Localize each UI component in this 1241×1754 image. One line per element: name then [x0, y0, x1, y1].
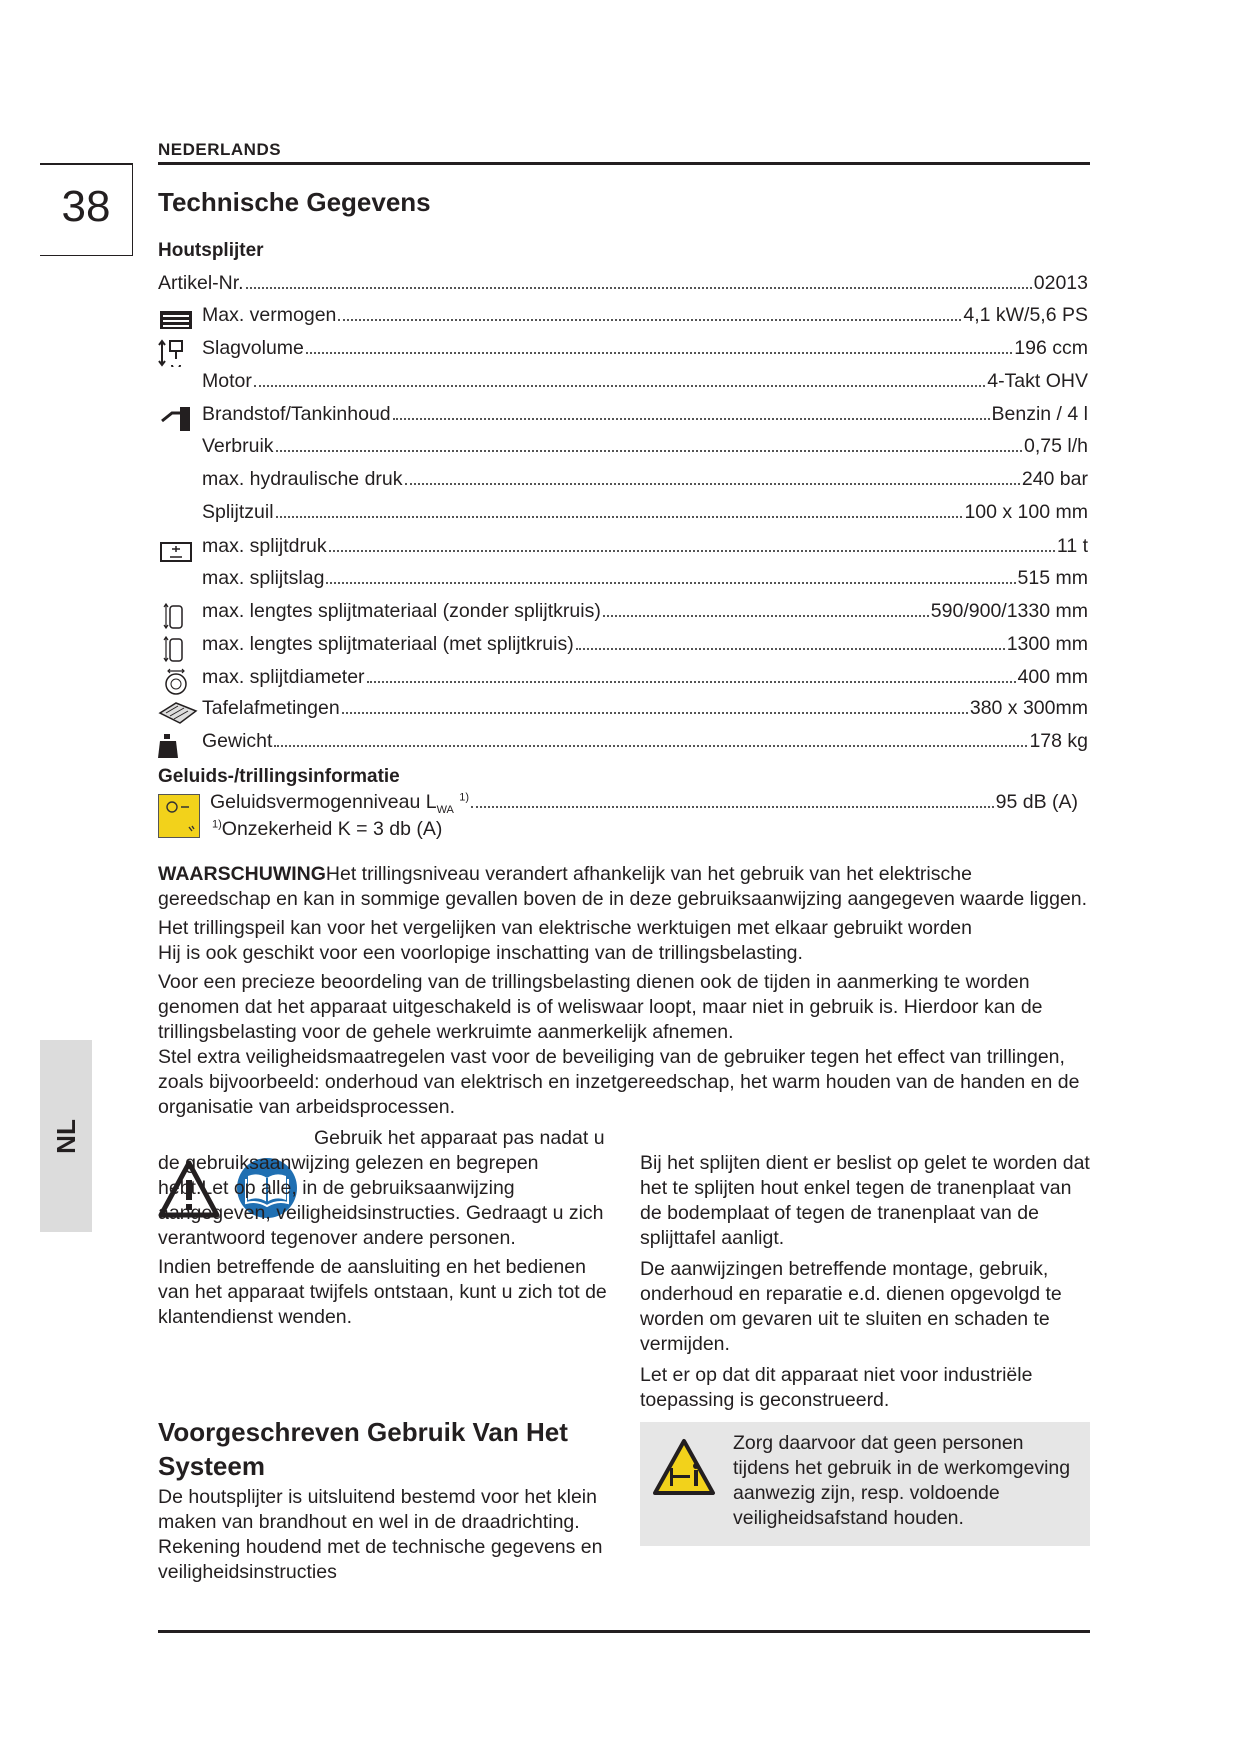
spec-label: max. splijtslag [202, 567, 325, 589]
spec-value: 02013 [1033, 272, 1088, 294]
log-length-icon [158, 602, 196, 630]
ear-protection-icon [158, 794, 200, 838]
spec-label: max. lengtes splijtmateriaal (zonder splijtkruis) [202, 600, 601, 622]
spec-row [158, 403, 1088, 435]
spec-dot-leader [246, 287, 1032, 289]
intended-use-title: Voorgeschreven Gebruik Van Het Systeem [158, 1417, 568, 1481]
spec-row [158, 567, 1088, 599]
intended-use-text: De houtsplijter is uitsluitend bestemd voor het klein maken van brandhout en wel in de draadrichting. Rekening houdend met de technische gegevens en veiligheidsinstructies [158, 1486, 603, 1583]
spec-row [158, 370, 1088, 402]
diameter-icon [158, 668, 196, 696]
spec-row [158, 435, 1088, 467]
weight-icon [158, 732, 196, 760]
splitter-subheading: Houtsplijter [158, 240, 264, 261]
right-paragraph-3: Let er op dat dit apparaat niet voor industriële toepassing is geconstrueerd. [640, 1364, 1033, 1411]
table-icon [158, 699, 196, 727]
spec-dot-leader [326, 582, 1015, 584]
piston-icon [158, 339, 196, 367]
spec-row [158, 535, 1088, 567]
spec-label: Artikel-Nr. [158, 272, 244, 294]
spec-row [158, 666, 1088, 698]
page-title: Technische Gegevens [158, 187, 431, 217]
spec-value: 515 mm [1017, 567, 1088, 589]
spec-label: Slagvolume [202, 337, 304, 359]
language-side-tab-label: NL [50, 1118, 81, 1154]
spec-value: 400 mm [1017, 666, 1088, 688]
spec-dot-leader [338, 319, 961, 321]
language-header: NEDERLANDS [158, 140, 282, 159]
spec-row [158, 730, 1088, 762]
spec-dot-leader [405, 483, 1020, 485]
spec-value: 196 ccm [1014, 337, 1088, 359]
spec-row [158, 501, 1088, 533]
spec-label: Motor [202, 370, 252, 392]
right-paragraph-2: De aanwijzingen betreffende montage, gebruik, onderhoud en reparatie e.d. dienen opgevolgd te worden om gevaren uit te sluiten en schaden te vermijden. [640, 1258, 1062, 1355]
spec-dot-leader [576, 648, 1005, 650]
left-column-text [158, 1127, 608, 1334]
spec-label: max. hydraulische druk [202, 468, 403, 490]
spec-value: Benzin / 4 l [991, 403, 1088, 425]
spec-value: 4,1 kW/5,6 PS [963, 304, 1088, 326]
spec-value: 590/900/1330 mm [930, 600, 1088, 622]
spec-dot-leader [603, 615, 929, 617]
spec-dot-leader [276, 516, 963, 518]
spec-label: max. lengtes splijtmateriaal (met splijtkruis) [202, 633, 574, 655]
language-side-tab-label-wrap [40, 1040, 92, 1232]
spec-row [158, 337, 1088, 369]
spec-row [158, 304, 1088, 336]
spec-row [158, 600, 1088, 632]
engine-icon [158, 306, 196, 334]
spec-value: 0,75 l/h [1024, 435, 1088, 457]
left-paragraph-1-full: Gebruik het apparaat pas nadat u de gebruiksaanwijzing gelezen en begrepen hebt.Let op alle, in de gebruiksaanwijzing aangegeven, veiligheidsinstructies. Gedraagt u zich verantwoord tegenover andere personen. [158, 1127, 605, 1249]
noise-value: 95 dB (A) [995, 791, 1078, 813]
spec-row [158, 697, 1088, 729]
spec-row [158, 272, 1088, 304]
noise-footnote: $^{1)}$Onzekerheid K = 3 db (A) [212, 818, 443, 840]
spec-value: 178 kg [1029, 730, 1088, 752]
spec-dot-leader [342, 712, 968, 714]
right-column-text [640, 1151, 1090, 1417]
spec-label: max. splijtdruk [202, 535, 327, 557]
fuel-pump-icon [158, 405, 196, 433]
spec-row [158, 468, 1088, 500]
safety-distance-text: Zorg daarvoor dat geen personen tijdens het gebruik in de werkomgeving aanwezig zijn, resp. voldoende veiligheidsafstand houden. [733, 1432, 1071, 1529]
right-paragraph-1: Bij het splijten dient er beslist op gelet te worden dat het te splijten hout enkel tegen de tranenplaat van de bodemplaat of tegen de tranenplaat van de splijttafel aanligt. [640, 1152, 1090, 1249]
spec-label: Gewicht [202, 730, 273, 752]
spec-dot-leader [274, 745, 1027, 747]
spec-dot-leader [254, 385, 985, 387]
noise-label: Geluidsvermogenniveau $L_{WA}$ $^{1)}$ [210, 791, 470, 816]
page-number: 38 [61, 182, 111, 231]
left-paragraph-2: Indien betreffende de aansluiting en het bedienen van het apparaat twijfels ontstaan, kunt u zich tot de klantendienst wenden. [158, 1256, 607, 1328]
spec-value: 380 x 300mm [969, 697, 1088, 719]
spec-row [158, 633, 1088, 665]
warning-text-3: Hij is ook geschikt voor een voorlopige inschatting van de trillingsbelasting. [158, 942, 803, 964]
spec-dot-leader [367, 681, 1016, 683]
spec-label: Max. vermogen [202, 304, 337, 326]
spec-value: 100 x 100 mm [964, 501, 1088, 523]
splitting-force-icon [158, 537, 196, 565]
warning-text-1: Het trillingsniveau verandert afhankelijk van het gebruik van het elektrische gereedschap en kan in sommige gevallen boven de in deze gebruiksaanwijzing aangegeven waarde liggen. [158, 863, 1088, 910]
keep-distance-warning-icon [652, 1438, 716, 1496]
spec-label: Brandstof/Tankinhoud [202, 403, 391, 425]
footer-rule [158, 1630, 1090, 1633]
warning-text-4: Voor een precieze beoordeling van de trillingsbelasting dienen ook de tijden in aanmerking te worden genomen dat het apparaat uitgeschakeld is of weliswaar loopt, maar niet in gebruik is. Hierdoor kan de trillingsbelasting voor de gehele werkruimte aanmerkelijk afnemen. [158, 971, 1043, 1043]
spec-label: Verbruik [202, 435, 274, 457]
warning-text-2: Het trillingspeil kan voor het vergelijken van elektrische werktuigen met elkaar gebruikt worden [158, 917, 972, 939]
spec-dot-leader [276, 450, 1022, 452]
spec-value: 1300 mm [1006, 633, 1088, 655]
spec-value: 240 bar [1021, 468, 1088, 490]
spec-label: max. splijtdiameter [202, 666, 365, 688]
spec-dot-leader [393, 418, 990, 420]
warning-bold: WAARSCHUWING [158, 863, 326, 885]
spec-label: Splijtzuil [202, 501, 274, 523]
log-length-icon [158, 635, 196, 663]
spec-label: Tafelafmetingen [202, 697, 340, 719]
vibration-warning [158, 862, 1090, 1124]
spec-dot-leader [329, 550, 1055, 552]
warning-text-5: Stel extra veiligheidsmaatregelen vast voor de beveiliging van de gebruiker tegen het effect van trillingen, zoals bijvoorbeeld: onderhoud van elektrisch en inzetgereedschap, het warm houden van de handen en de organisatie van arbeidsprocessen. [158, 1046, 1080, 1118]
spec-dot-leader [306, 352, 1012, 354]
header-rule [158, 162, 1090, 165]
spec-value: 11 t [1056, 535, 1088, 557]
noise-dots [471, 806, 994, 808]
spec-value: 4-Takt OHV [987, 370, 1088, 392]
noise-subheading: Geluids-/trillingsinformatie [158, 766, 400, 787]
